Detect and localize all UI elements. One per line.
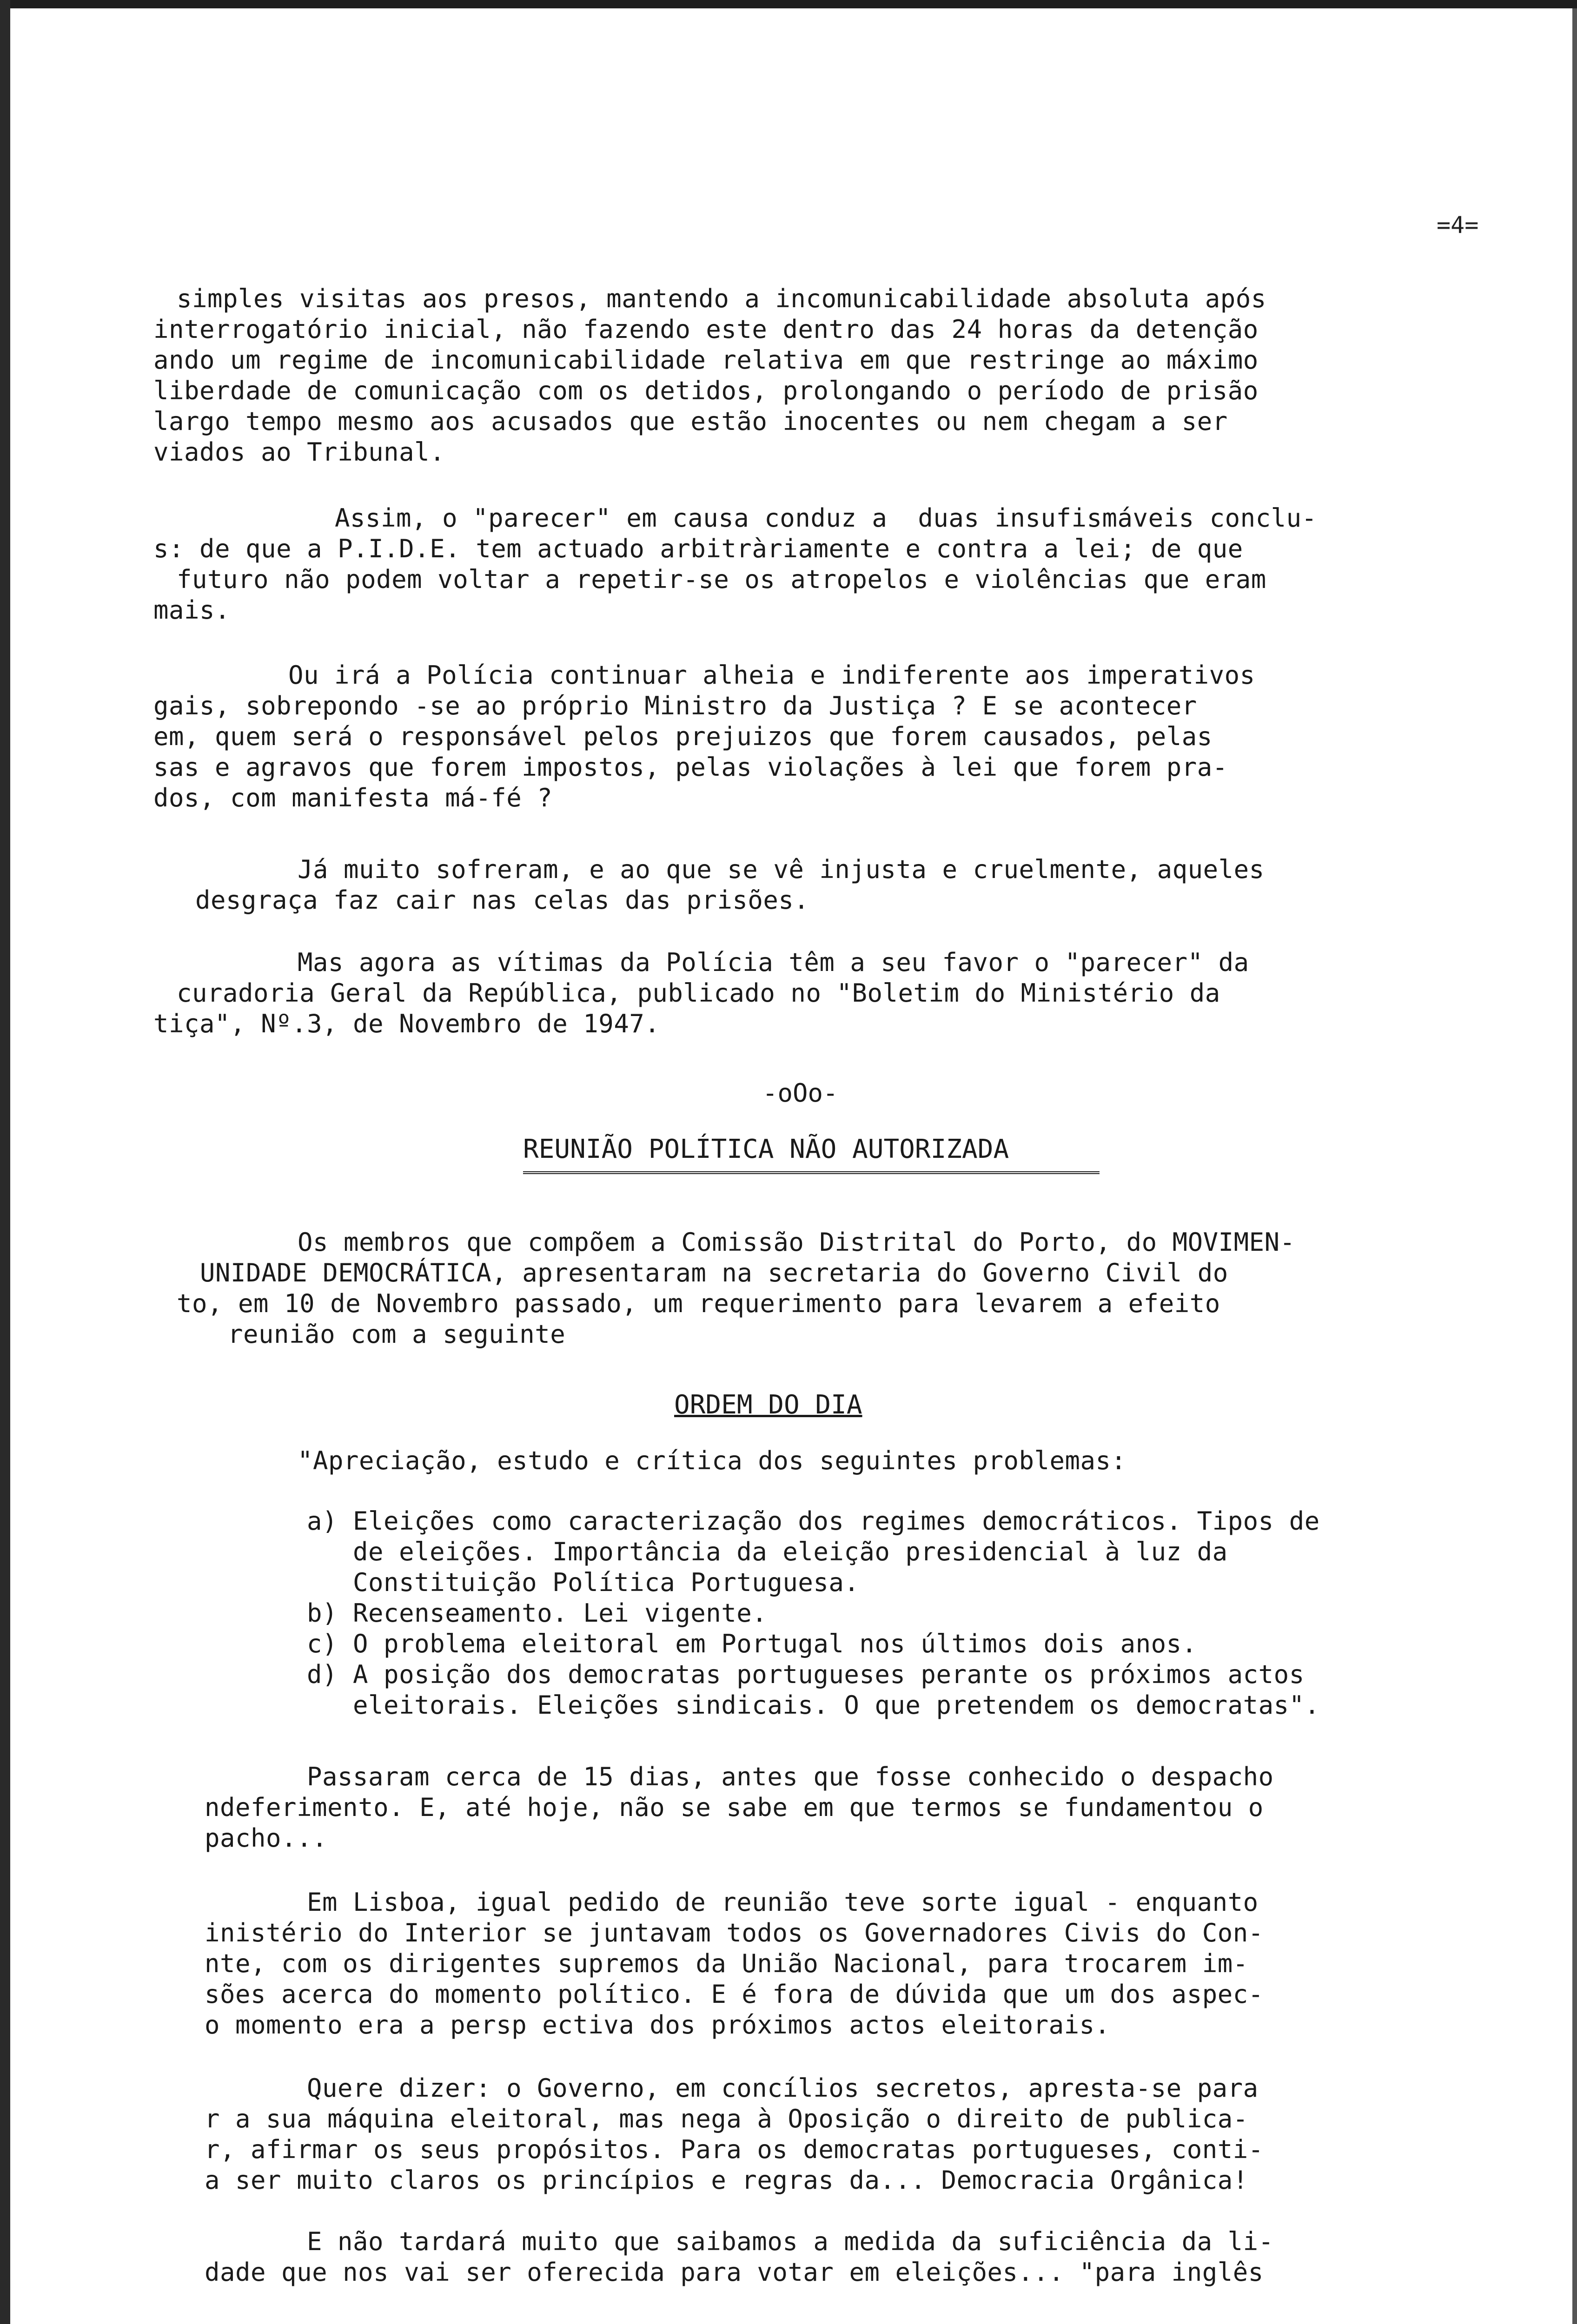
text-line: r a sua máquina eleitoral, mas nega à Oposição o direito de publica- [205,2104,1248,2133]
text-line: mais. [153,595,231,625]
text-line: tiça", Nº.3, de Novembro de 1947. [153,1009,660,1038]
text-line: sões acerca do momento político. E é fora de dúvida que um dos aspec- [205,1980,1264,2009]
scan-border-top [0,0,1577,8]
text-line: curadoria Geral da República, publicado no "Boletim do Ministério da [177,978,1220,1008]
text-line: Quere dizer: o Governo, em concílios secretos, apresta-se para [307,2073,1259,2103]
text-line: dos, com manifesta má-fé ? [153,783,553,812]
text-line: ando um regime de incomunicabilidade relativa em que restringe ao máximo [153,345,1259,375]
text-line: Ou irá a Polícia continuar alheia e indiferente aos imperativos [288,660,1255,690]
agenda-item: eleitorais. Eleições sindicais. O que pretendem os democratas". [307,1690,1320,1720]
text-line: pacho... [205,1823,328,1853]
text-line: simples visitas aos presos, mantendo a incomunicabilidade absoluta após [177,284,1266,313]
scan-border-left [0,0,10,2324]
section-separator: -oOo- [762,1078,838,1108]
text-line: futuro não podem voltar a repetir-se os atropelos e violências que eram [177,565,1266,594]
agenda-item: b) Recenseamento. Lei vigente. [307,1598,768,1628]
text-line: sas e agravos que forem impostos, pelas violações à lei que forem pra- [153,753,1228,782]
agenda-item: c) O problema eleitoral em Portugal nos últimos dois anos. [307,1629,1197,1658]
text-line: viados ao Tribunal. [153,437,445,467]
text-line: Em Lisboa, igual pedido de reunião teve sorte igual - enquanto [307,1888,1259,1917]
text-line: Os membros que compõem a Comissão Distrital do Porto, do MOVIMEN- [298,1228,1295,1257]
text-line: liberdade de comunicação com os detidos, prolongando o período de prisão [153,376,1259,405]
text-line: dade que nos vai ser oferecida para votar em eleições... "para inglês [205,2258,1264,2287]
text-line: em, quem será o responsável pelos prejuizos que forem causados, pelas [153,722,1213,751]
text-line: nte, com os dirigentes supremos da União Nacional, para trocarem im- [205,1949,1248,1978]
text-line: o momento era a persp ectiva dos próximos actos eleitorais. [205,2010,1110,2040]
text-line: ndeferimento. E, até hoje, não se sabe em que termos se fundamentou o [205,1793,1264,1822]
agenda-item: de eleições. Importância da eleição presidencial à luz da [307,1537,1228,1566]
text-line: Já muito sofreram, e ao que se vê injusta e cruelmente, aqueles [298,855,1265,884]
text-line: largo tempo mesmo aos acusados que estão inocentes ou nem chegam a ser [153,407,1228,436]
agenda-intro: "Apreciação, estudo e crítica dos seguintes problemas: [298,1446,1126,1475]
text-line: reunião com a seguinte [228,1320,566,1349]
text-line: inistério do Interior se juntavam todos os Governadores Civis do Con- [205,1918,1264,1948]
text-line: Mas agora as vítimas da Polícia têm a seu favor o "parecer" da [298,948,1249,977]
agenda-item: a) Eleições como caracterização dos regimes democráticos. Tipos de [307,1506,1320,1536]
page-number: =4= [1437,211,1479,238]
text-line: interrogatório inicial, não fazendo este dentro das 24 horas da detenção [153,315,1259,344]
scan-border-right [1572,8,1577,2324]
text-line: E não tardará muito que saibamos a medida da suficiência da li- [307,2227,1274,2256]
text-line: s: de que a P.I.D.E. tem actuado arbitràriamente e contra a lei; de que [153,534,1243,563]
text-line: UNIDADE DEMOCRÁTICA, apresentaram na secretaria do Governo Civil do [200,1258,1228,1287]
agenda-title: ORDEM DO DIA [674,1390,862,1420]
title-double-underline [523,1171,1100,1174]
agenda-item: Constituição Política Portuguesa. [307,1568,860,1597]
text-line: r, afirmar os seus propósitos. Para os democratas portugueses, conti- [205,2135,1264,2164]
text-line: gais, sobrepondo -se ao próprio Ministro da Justiça ? E se acontecer [153,691,1197,720]
text-line: a ser muito claros os princípios e regras da... Democracia Orgânica! [205,2166,1248,2195]
text-line: Assim, o "parecer" em causa conduz a duas insufismáveis conclu- [335,503,1317,533]
agenda-item: d) A posição dos democratas portugueses perante os próximos actos [307,1660,1305,1689]
section-title: REUNIÃO POLÍTICA NÃO AUTORIZADA [523,1134,1009,1164]
text-line: Passaram cerca de 15 dias, antes que fosse conhecido o despacho [307,1762,1274,1791]
text-line: to, em 10 de Novembro passado, um requerimento para levarem a efeito [177,1289,1220,1318]
text-line: desgraça faz cair nas celas das prisões. [195,885,809,915]
